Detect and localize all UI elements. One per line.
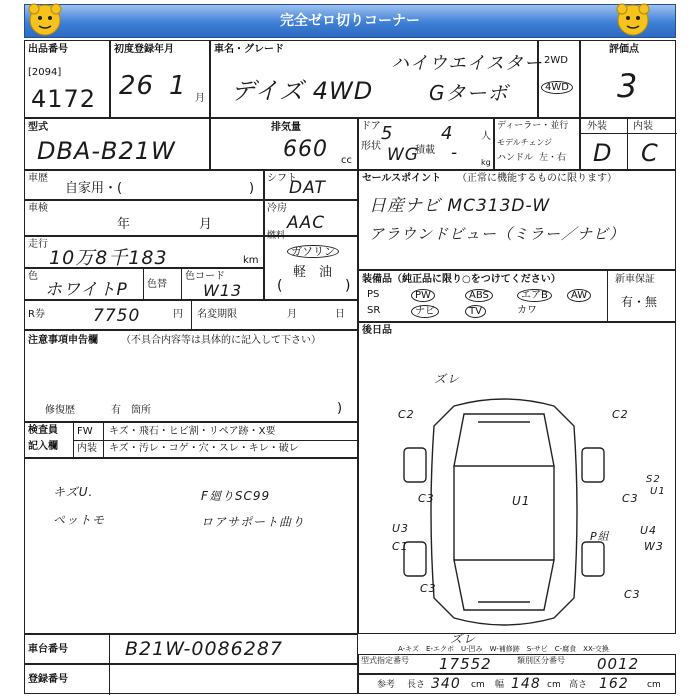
equip-leather: カワ [517, 305, 537, 316]
vin-box [24, 634, 358, 664]
lot-box [24, 40, 110, 118]
drive-4wd: 4WD [541, 81, 573, 94]
inspector-note-4: ロアサポート曲り [201, 515, 306, 529]
usage-close: ) [249, 181, 255, 196]
equip-aw: AW [567, 289, 591, 302]
model-spec-value: 17552 [439, 655, 492, 673]
check-row2: キズ・汚レ・コゲ・穴・スレ・キレ・破レ [109, 443, 299, 454]
check-box [24, 422, 358, 458]
first-reg-box [110, 40, 210, 118]
equip-navi: ナビ [411, 305, 439, 318]
width-label: 幅 [495, 680, 505, 690]
dealer-box [494, 118, 580, 170]
color-tone-label: 色替 [147, 279, 167, 290]
drive-box [538, 40, 580, 118]
category-label: 類別区分番号 [517, 656, 565, 665]
check-label-2: 記入欄 [28, 441, 58, 452]
model-change-label: モデルチェンジ [497, 138, 553, 147]
width-value: 148 [511, 676, 541, 692]
height-label: 高さ [569, 680, 588, 690]
body-shape-value: WG [387, 145, 419, 165]
dmg-mark: C2 [398, 408, 415, 421]
model-spec-label: 型式指定番号 [361, 656, 409, 665]
car-name-label: 車名・グレード [214, 44, 284, 55]
category-value: 0012 [597, 655, 640, 673]
model-value: DBA-B21W [37, 137, 176, 165]
dealer-label: ディーラー・並行 [497, 121, 569, 131]
displacement-unit: cc [341, 155, 352, 166]
ext-value: D [593, 139, 613, 167]
mileage-unit: km [243, 255, 259, 266]
size-box [358, 674, 676, 694]
handle-value: 左・右 [539, 153, 567, 163]
first-reg-month-unit: 月 [195, 93, 205, 104]
fuel-diesel: 軽 油 [293, 265, 333, 280]
equip-abs: ABS [465, 289, 493, 302]
mileage-label: 走行 [28, 239, 48, 250]
inspector-note-3: F廻りSC99 [201, 489, 271, 503]
registration-box [24, 664, 358, 694]
auction-sheet [24, 40, 676, 696]
mileage-value: 10万8千183 [49, 247, 168, 269]
dmg-mark: U1 [650, 486, 666, 497]
check-fw: FW [77, 426, 93, 437]
fuel-gasoline: ガソリン [287, 245, 339, 258]
recycle-box [24, 300, 358, 330]
score-value: 3 [617, 67, 639, 105]
damage-legend: A-キズ E-エクボ U-凹み W-補修跡 S-サビ C-腐食 XX-交換 [398, 645, 609, 653]
ext-int-box [580, 118, 676, 170]
color-label: 色 [28, 271, 38, 282]
equip-airbag: エアB [517, 289, 552, 302]
dmg-mark: U3 [392, 522, 410, 535]
grade-line2: Gターボ [429, 81, 509, 105]
height-value: 162 [599, 676, 629, 692]
sales-point-label: セールスポイント [362, 173, 442, 184]
notes-sublabel: （不具合内容等は具体的に記入して下さい） [121, 335, 321, 346]
mascot-icon [26, 2, 64, 38]
dmg-mark: ズレ [450, 632, 477, 646]
rear-label: 後日品 [362, 325, 392, 336]
warranty-value: 有・無 [621, 295, 658, 309]
inspector-notes-box [24, 458, 358, 634]
dmg-mark: P組 [590, 530, 610, 543]
notes-box: 注意事項申告欄 （不具合内容等は具体的に記入して下さい） 修復歴 有 箇所 ) [24, 330, 358, 422]
load-unit: kg [481, 158, 491, 167]
inspection-month-label: 月 [199, 217, 213, 232]
registration-label: 登録番号 [28, 674, 68, 685]
color-code-label: 色コード [185, 271, 225, 282]
length-label: 長さ [407, 680, 426, 690]
lot-label: 出品番号 [28, 44, 68, 55]
capacity-unit: 人 [481, 131, 491, 142]
car-name-value: デイズ 4WD [231, 77, 374, 105]
drive-2wd: 2WD [544, 55, 568, 66]
recycle-label: R券 [28, 309, 45, 320]
ac-label: 冷房 [267, 203, 287, 214]
shift-label: シフト [267, 173, 297, 184]
model-box [24, 118, 210, 170]
equip-pw: PW [411, 289, 435, 302]
dmg-mark: C1 [392, 540, 409, 553]
check-label-1: 検査員 [28, 425, 58, 436]
equipment-box [358, 270, 676, 322]
dmg-mark: C3 [420, 582, 437, 595]
first-reg-month: 1 [169, 71, 187, 101]
score-label: 評価点 [609, 44, 639, 55]
ac-value: AAC [287, 213, 326, 233]
doors-value: 5 [381, 123, 394, 144]
model-label: 型式 [28, 122, 48, 133]
color-box [24, 268, 264, 300]
dmg-mark: C3 [624, 588, 641, 601]
car-name-box [210, 40, 543, 118]
height-unit: cm [647, 680, 661, 690]
first-reg-year: 26 [119, 71, 155, 101]
name-change-day: 日 [335, 309, 345, 320]
usage-label: 車歴 [28, 173, 48, 184]
body-shape-label: 形状 [361, 141, 381, 152]
dmg-mark: C3 [622, 492, 639, 505]
dmg-mark: ズレ [434, 372, 461, 386]
vin-value: B21W-0086287 [125, 638, 283, 660]
dmg-mark: C2 [612, 408, 629, 421]
name-change-month: 月 [287, 309, 297, 320]
inspection-year-label: 年 [117, 217, 131, 232]
width-unit: cm [547, 680, 561, 690]
name-change-label: 名変期限 [197, 309, 237, 320]
check-row1: キズ・飛石・ヒビ割・リペア跡・X要 [109, 426, 276, 437]
dmg-mark: U4 [640, 524, 658, 537]
sales-point-note: （正常に機能するものに限ります） [457, 173, 617, 184]
lot-number: 4172 [31, 85, 97, 113]
int-value: C [641, 139, 659, 167]
car-damage-diagram [388, 392, 620, 632]
repair-place: 箇所 [131, 405, 151, 416]
shift-box [264, 170, 358, 200]
recycle-value: 7750 [93, 306, 141, 326]
ext-label: 外装 [587, 121, 607, 132]
notes-label: 注意事項申告欄 [28, 335, 98, 346]
usage-box [24, 170, 264, 200]
size-ref: 参考 [377, 680, 396, 690]
warranty-label: 新車保証 [615, 274, 655, 285]
color-code-value: W13 [203, 281, 243, 300]
displacement-value: 660 [283, 137, 328, 162]
handle-label: ハンドル [497, 153, 534, 163]
length-value: 340 [431, 676, 461, 692]
equip-ps: PS [367, 289, 380, 300]
dmg-mark: S2 [646, 474, 661, 485]
header-title: 完全ゼロ切りコーナー [280, 13, 420, 29]
check-interior: 内装 [77, 443, 97, 454]
repair-label: 修復歴 [45, 405, 75, 416]
shift-value: DAT [289, 178, 326, 198]
grade-line1: ハイウエイスター [391, 53, 543, 74]
dmg-mark: U1 [512, 494, 531, 508]
mileage-box [24, 236, 264, 268]
score-box [580, 40, 676, 118]
equip-tv: TV [465, 305, 486, 318]
displacement-label: 排気量 [271, 122, 301, 133]
dmg-mark: C3 [418, 492, 435, 505]
sales-point-line1: 日産ナビ MC313D-W [369, 196, 551, 216]
doors-box [358, 118, 494, 170]
load-value: - [451, 143, 459, 163]
displacement-box [210, 118, 358, 170]
color-value: ホワイトP [45, 280, 128, 300]
dmg-mark: W3 [644, 540, 664, 553]
length-unit: cm [471, 680, 485, 690]
equip-sr: SR [367, 305, 381, 316]
inspector-note-1: キズU. [53, 485, 94, 499]
equipment-label: 装備品（純正品に限り○をつけてください） [362, 274, 561, 285]
capacity-value: 4 [441, 123, 454, 144]
fuel-label: 燃料 [267, 231, 286, 241]
int-label: 内装 [633, 121, 653, 132]
doors-label: ドア [361, 121, 381, 132]
inspection-label: 車検 [28, 203, 48, 214]
repair-value: 有 [111, 405, 121, 416]
first-reg-label: 初度登録年月 [114, 44, 174, 55]
usage-value: 自家用・( [65, 181, 123, 196]
lot-code: [2094] [28, 67, 62, 78]
sales-point-line2: アラウンドビュー（ミラー／ナビ） [369, 225, 626, 243]
mascot-icon [614, 2, 652, 38]
header-banner [24, 4, 676, 38]
fuel-box: 燃料 ガソリン 軽 油 ( ) [264, 236, 358, 300]
sales-point-box [358, 170, 676, 270]
vin-label: 車台番号 [28, 644, 68, 655]
recycle-unit: 円 [173, 309, 183, 320]
inspection-box [24, 200, 264, 236]
load-label: 積載 [415, 145, 435, 156]
model-spec-box [358, 654, 676, 674]
inspector-note-2: ペットモ [53, 513, 106, 527]
